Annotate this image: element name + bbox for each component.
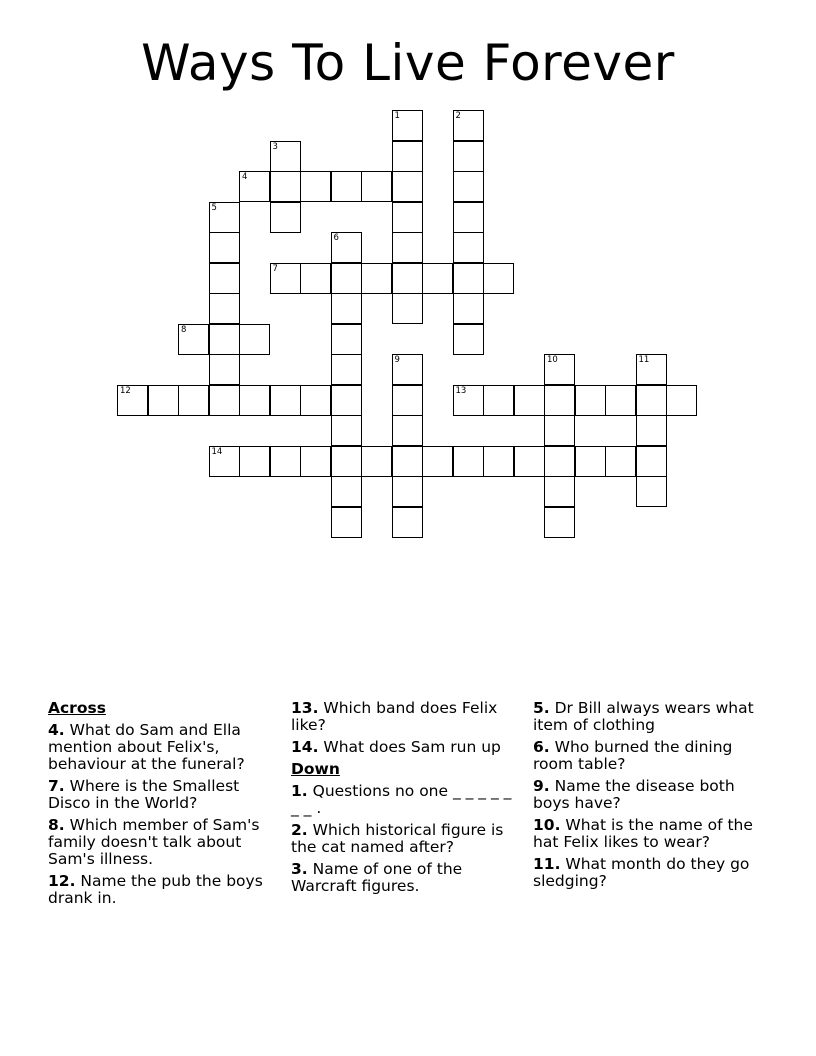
grid-cell[interactable] (453, 110, 484, 141)
grid-cell[interactable] (331, 446, 362, 477)
clue-number: 6 (333, 233, 339, 243)
grid-cell[interactable] (270, 385, 301, 416)
grid-cell[interactable] (361, 171, 392, 202)
grid-cell[interactable] (544, 415, 575, 446)
grid-cell[interactable] (453, 324, 484, 355)
grid-cell[interactable] (270, 446, 301, 477)
grid-cell[interactable] (453, 446, 484, 477)
clue-number: 12 (120, 385, 131, 396)
clue-down-9: 9. Name the disease both boys have? (533, 777, 735, 812)
grid-cell[interactable] (300, 446, 331, 477)
grid-cell[interactable] (392, 202, 423, 233)
grid-cell[interactable] (300, 385, 331, 416)
grid-cell[interactable] (514, 385, 545, 416)
clue-number: 4 (242, 172, 248, 182)
grid-cell[interactable] (544, 476, 575, 507)
grid-cell[interactable] (209, 385, 240, 416)
grid-cell[interactable] (392, 476, 423, 507)
grid-cell[interactable] (392, 354, 423, 385)
clue-number: 7 (272, 263, 278, 274)
grid-cell[interactable] (544, 446, 575, 477)
clue-number: 5 (211, 202, 217, 213)
grid-cell[interactable] (453, 263, 484, 294)
grid-cell[interactable] (331, 507, 362, 538)
grid-cell[interactable] (239, 324, 270, 355)
grid-cell[interactable] (605, 385, 636, 416)
clue-across-14: 14. What does Sam run up (291, 738, 501, 756)
grid-cell[interactable] (331, 476, 362, 507)
clue-down-3: 3. Name of one of the Warcraft figures. (291, 860, 463, 895)
grid-cell[interactable] (392, 507, 423, 538)
grid-cell[interactable] (331, 293, 362, 324)
grid-cell[interactable] (666, 385, 697, 416)
grid-cell[interactable] (636, 446, 667, 477)
across-heading: Across (48, 699, 106, 717)
grid-cell[interactable] (636, 385, 667, 416)
grid-cell[interactable] (575, 385, 606, 416)
grid-cell[interactable] (331, 354, 362, 385)
page-title: Ways To Live Forever (141, 34, 675, 92)
clue-number: 2 (455, 111, 461, 121)
grid-cell[interactable] (270, 141, 301, 172)
clue-down-1: 1. Questions no one _ _ _ _ _ _ _ . (291, 782, 512, 817)
grid-cell[interactable] (453, 141, 484, 172)
grid-cell[interactable] (209, 324, 240, 355)
grid-cell[interactable] (392, 293, 423, 324)
grid-cell[interactable] (453, 232, 484, 263)
clue-number: 8 (181, 324, 187, 335)
grid-cell[interactable] (239, 171, 270, 202)
clue-number: 1 (394, 111, 400, 121)
clue-number: 14 (211, 446, 223, 457)
grid-cell[interactable] (483, 446, 514, 477)
clue-column-1 (48, 700, 273, 912)
grid-cell[interactable] (636, 476, 667, 507)
grid-cell[interactable] (361, 263, 392, 294)
clue-column-3 (533, 700, 758, 895)
grid-cell[interactable] (544, 507, 575, 538)
grid-cell[interactable] (605, 446, 636, 477)
grid-cell[interactable] (514, 446, 545, 477)
grid-cell[interactable] (209, 354, 240, 385)
grid-cell[interactable] (392, 110, 423, 141)
clue-across-12: 12. Name the pub the boys drank in. (48, 872, 263, 907)
clue-down-6: 6. Who burned the dining room table? (533, 738, 733, 773)
grid-cell[interactable] (270, 171, 301, 202)
grid-cell[interactable] (239, 446, 270, 477)
grid-cell[interactable] (575, 446, 606, 477)
grid-cell[interactable] (422, 446, 453, 477)
grid-cell[interactable] (392, 385, 423, 416)
grid-cell[interactable] (453, 385, 484, 416)
grid-cell[interactable] (209, 293, 240, 324)
clue-across-4: 4. What do Sam and Ella mention about Felix's, behaviour at the funeral? (48, 721, 245, 773)
clue-number: 10 (547, 355, 558, 365)
grid-cell[interactable] (331, 385, 362, 416)
grid-cell[interactable] (178, 385, 209, 416)
grid-cell[interactable] (300, 263, 331, 294)
clue-down-11: 11. What month do they go sledging? (533, 855, 750, 890)
grid-cell[interactable] (331, 324, 362, 355)
grid-cell[interactable] (209, 263, 240, 294)
grid-cell[interactable] (392, 171, 423, 202)
grid-cell[interactable] (422, 263, 453, 294)
grid-cell[interactable] (392, 232, 423, 263)
grid-cell[interactable] (544, 354, 575, 385)
grid-cell[interactable] (453, 293, 484, 324)
grid-cell[interactable] (178, 324, 209, 355)
clue-across-7: 7. Where is the Smallest Disco in the World? (48, 777, 240, 812)
down-heading: Down (291, 760, 340, 778)
clue-down-5: 5. Dr Bill always wears what item of clothing (533, 699, 754, 734)
grid-cell[interactable] (331, 232, 362, 263)
grid-cell[interactable] (209, 202, 240, 233)
clue-number: 11 (638, 355, 650, 365)
clue-down-2: 2. Which historical figure is the cat named after? (291, 821, 504, 856)
grid-cell[interactable] (453, 202, 484, 233)
grid-cell[interactable] (544, 385, 575, 416)
grid-cell[interactable] (331, 263, 362, 294)
grid-cell[interactable] (483, 263, 514, 294)
grid-cell[interactable] (148, 385, 179, 416)
grid-cell[interactable] (392, 415, 423, 446)
grid-cell[interactable] (209, 446, 240, 477)
grid-cell[interactable] (361, 446, 392, 477)
grid-cell[interactable] (331, 171, 362, 202)
clue-column-2 (291, 700, 516, 900)
grid-cell[interactable] (270, 263, 301, 294)
grid-cell[interactable] (270, 202, 301, 233)
clue-across-8: 8. Which member of Sam's family doesn't talk about Sam's illness. (48, 816, 260, 868)
grid-cell[interactable] (636, 415, 667, 446)
grid-cell[interactable] (331, 415, 362, 446)
grid-cell[interactable] (117, 385, 148, 416)
clue-down-10: 10. What is the name of the hat Felix likes to wear? (533, 816, 753, 851)
clue-across-13: 13. Which band does Felix like? (291, 699, 498, 734)
grid-cell[interactable] (453, 171, 484, 202)
clue-number: 9 (394, 355, 400, 365)
grid-cell[interactable] (636, 354, 667, 385)
grid-cell[interactable] (392, 446, 423, 477)
grid-cell[interactable] (209, 232, 240, 263)
grid-cell[interactable] (483, 385, 514, 416)
grid-cell[interactable] (392, 263, 423, 294)
clue-number: 13 (455, 385, 467, 396)
grid-cell[interactable] (300, 171, 331, 202)
grid-cell[interactable] (239, 385, 270, 416)
grid-cell[interactable] (392, 141, 423, 172)
clue-number: 3 (272, 141, 278, 152)
